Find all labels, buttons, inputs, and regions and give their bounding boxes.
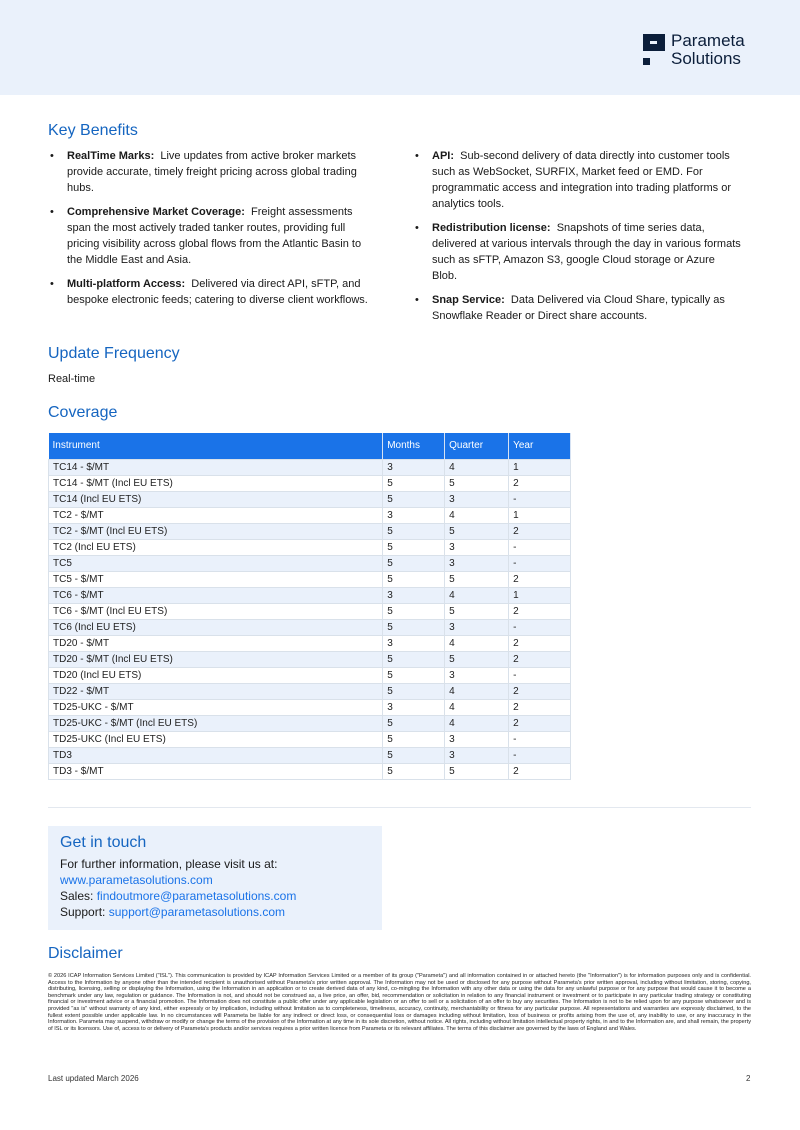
table-row [49, 459, 571, 475]
cell-months: 5 [383, 731, 445, 747]
benefit-label: API: [432, 150, 454, 162]
cell-quarter: 5 [445, 651, 509, 667]
cell-instrument: TC14 - $/MT [49, 459, 383, 475]
cell-months: 5 [383, 571, 445, 587]
benefit-label: Snap Service: [432, 294, 505, 306]
disclaimer-title: Disclaimer [48, 945, 123, 962]
cell-months: 5 [383, 763, 445, 779]
cell-months: 3 [383, 635, 445, 651]
section-divider [48, 807, 751, 808]
benefit-item [413, 292, 743, 324]
table-row [49, 523, 571, 539]
contact-box [48, 826, 382, 930]
cell-instrument: TC14 (Incl EU ETS) [49, 491, 383, 507]
cell-months: 5 [383, 539, 445, 555]
cell-year: - [509, 619, 571, 635]
cell-months: 5 [383, 619, 445, 635]
benefit-text: Data Delivered via Cloud Share, typically as Snowflake Reader or Direct share accounts. [432, 294, 725, 322]
table-row [49, 651, 571, 667]
cell-quarter: 3 [445, 731, 509, 747]
cell-quarter: 3 [445, 491, 509, 507]
key-benefits-right [413, 148, 743, 332]
cell-year: 1 [509, 507, 571, 523]
cell-quarter: 4 [445, 699, 509, 715]
contact-intro: For further information, please visit us at: [60, 857, 278, 871]
benefit-text: Live updates from active broker markets provide accurate, timely freight pricing across global trading hubs. [67, 150, 357, 194]
cell-quarter: 5 [445, 571, 509, 587]
table-row [49, 603, 571, 619]
cell-instrument: TD25-UKC - $/MT [49, 699, 383, 715]
cell-months: 5 [383, 747, 445, 763]
cell-instrument: TC5 - $/MT [49, 571, 383, 587]
cell-quarter: 3 [445, 747, 509, 763]
coverage-title: Coverage [48, 404, 118, 421]
cell-instrument: TD25-UKC (Incl EU ETS) [49, 731, 383, 747]
column-header-year: Year [509, 433, 571, 459]
logo-text-line1: Parameta [671, 31, 745, 50]
table-row [49, 571, 571, 587]
cell-year: 2 [509, 603, 571, 619]
cell-quarter: 5 [445, 475, 509, 491]
table-row [49, 619, 571, 635]
table-row [49, 763, 571, 779]
cell-year: 2 [509, 475, 571, 491]
cell-instrument: TC6 - $/MT (Incl EU ETS) [49, 603, 383, 619]
cell-quarter: 4 [445, 635, 509, 651]
cell-months: 5 [383, 523, 445, 539]
benefit-item [48, 204, 368, 268]
key-benefits-left [48, 148, 368, 316]
cell-months: 3 [383, 587, 445, 603]
table-row [49, 699, 571, 715]
update-frequency-title: Update Frequency [48, 345, 180, 362]
sales-label: Sales: [60, 889, 94, 903]
cell-months: 3 [383, 699, 445, 715]
cell-months: 5 [383, 667, 445, 683]
cell-year: 2 [509, 651, 571, 667]
cell-instrument: TD25-UKC - $/MT (Incl EU ETS) [49, 715, 383, 731]
cell-months: 5 [383, 683, 445, 699]
cell-instrument: TC6 - $/MT [49, 587, 383, 603]
cell-year: - [509, 491, 571, 507]
cell-instrument: TD3 [49, 747, 383, 763]
benefit-text: Delivered via direct API, sFTP, and bespoke electronic feeds; catering to diverse client workflows. [67, 278, 368, 306]
cell-quarter: 3 [445, 555, 509, 571]
benefit-label: Multi-platform Access: [67, 278, 186, 290]
column-header-months: Months [383, 433, 445, 459]
cell-instrument: TC2 - $/MT [49, 507, 383, 523]
cell-months: 5 [383, 651, 445, 667]
benefit-item [413, 148, 743, 212]
cell-instrument: TC2 - $/MT (Incl EU ETS) [49, 523, 383, 539]
coverage-table [48, 433, 571, 780]
cell-quarter: 4 [445, 715, 509, 731]
cell-months: 5 [383, 603, 445, 619]
table-row [49, 539, 571, 555]
cell-year: 2 [509, 571, 571, 587]
parameta-logo-icon [643, 34, 665, 65]
cell-year: - [509, 555, 571, 571]
column-header-instrument: Instrument [49, 433, 383, 459]
cell-year: 2 [509, 699, 571, 715]
table-row [49, 491, 571, 507]
key-benefits-title: Key Benefits [48, 122, 138, 139]
cell-instrument: TD3 - $/MT [49, 763, 383, 779]
cell-year: - [509, 667, 571, 683]
benefit-text: Snapshots of time series data, delivered at various intervals through the day in various formats such as sFTP, Amazon S3, google Cloud storage or Azure Blob. [432, 222, 741, 282]
cell-instrument: TD20 - $/MT [49, 635, 383, 651]
table-row [49, 731, 571, 747]
table-row [49, 683, 571, 699]
table-row [49, 555, 571, 571]
cell-year: - [509, 731, 571, 747]
cell-year: 2 [509, 715, 571, 731]
cell-instrument: TC14 - $/MT (Incl EU ETS) [49, 475, 383, 491]
table-row [49, 715, 571, 731]
benefit-text: Sub-second delivery of data directly into customer tools such as WebSocket, SURFIX, Market feed or EMD. For programmatic access and integration into trading platforms or analytics tools. [432, 150, 731, 210]
column-header-quarter: Quarter [445, 433, 509, 459]
benefit-label: Comprehensive Market Coverage: [67, 206, 245, 218]
cell-instrument: TC6 (Incl EU ETS) [49, 619, 383, 635]
cell-quarter: 4 [445, 683, 509, 699]
cell-quarter: 3 [445, 539, 509, 555]
cell-quarter: 5 [445, 763, 509, 779]
cell-quarter: 4 [445, 507, 509, 523]
support-label: Support: [60, 905, 106, 919]
sales-email-link[interactable]: findoutmore@parametasolutions.com [96, 889, 297, 903]
last-updated: Last updated March 2026 [48, 1074, 139, 1083]
cell-months: 5 [383, 555, 445, 571]
cell-year: 2 [509, 683, 571, 699]
logo-text-line2: Solutions [671, 49, 741, 68]
table-row [49, 507, 571, 523]
disclaimer-text: © 2026 ICAP Information Services Limited ("ISL"). This communication is provided by ICAP Information Services Limited or a member of its group ("Parameta") and all information contained in or attached hereto (the "Information") is for information purposes only and is confidential. Access to the Information by anyone other than the intended recipient is unauthorised without Parameta's prior written approval. The Information may not be used or disclosed for any purpose without Parameta's prior written approval, including without limitation, storing, copying, distributing, licensing, selling or displaying the Information, using the Information in an application or to create derived data of any kind, co-mingling the Information with any other data or using the data for any unlawful purpose or for any purpose that would cause it to become a benchmark under any law, regulation or guidance. The Information is not, and should not be construed as, a live price, an offer, bid, recommendation or solicitation in relation to any financial instrument or investment or to participate in any particular trading strategy or constituting financial or investment advice or a financial promotion. The Information does not constitute a public offer under any applicable legislation or an offer to sell or a solicitation of an offer to buy any securities. The Information is not to be relied upon for any purpose whatsoever and is provided "as is" without warranty of any kind, either expressly or by implication, including without limitation as to completeness, timeliness, accuracy, continuity, merchantability or fitness for any particular purpose. All representations and warranties are expressly disclaimed, to the fullest extent possible under applicable law. In no circumstances will Parameta be liable for any indirect or direct loss, or consequential loss or damages including without limitation, loss of business or profits arising from the use of, any inability to use, or any inaccuracy in the Information. Parameta may suspend, withdraw or modify or change the terms of the provision of the Information at any time in its sole discretion, without notice. All rights, including without limitation intellectual property rights, in and to the Information are, and shall remain, the property of ISL or its licensors. Use of, access to or delivery of Parameta's products and/or services requires a prior written licence from Parameta or its relevant affiliates. The terms of this disclaimer are governed by the laws of England and Wales. [48, 973, 751, 1032]
cell-instrument: TD20 (Incl EU ETS) [49, 667, 383, 683]
cell-year: - [509, 747, 571, 763]
table-row [49, 747, 571, 763]
contact-title: Get in touch [60, 834, 147, 851]
update-frequency-value: Real-time [48, 373, 96, 385]
cell-instrument: TD22 - $/MT [49, 683, 383, 699]
cell-year: 2 [509, 763, 571, 779]
cell-quarter: 3 [445, 619, 509, 635]
cell-months: 5 [383, 475, 445, 491]
benefit-item [48, 148, 368, 196]
cell-months: 5 [383, 491, 445, 507]
cell-year: 2 [509, 523, 571, 539]
benefit-item [48, 276, 368, 308]
page-number: 2 [746, 1074, 751, 1083]
cell-year: - [509, 539, 571, 555]
parameta-logo[interactable] [643, 32, 745, 67]
cell-quarter: 4 [445, 587, 509, 603]
cell-year: 1 [509, 587, 571, 603]
table-row [49, 667, 571, 683]
cell-months: 5 [383, 715, 445, 731]
cell-year: 1 [509, 459, 571, 475]
cell-months: 3 [383, 459, 445, 475]
cell-year: 2 [509, 635, 571, 651]
table-row [49, 475, 571, 491]
cell-months: 3 [383, 507, 445, 523]
table-row [49, 587, 571, 603]
website-link[interactable]: www.parametasolutions.com [60, 873, 213, 887]
table-header-row [49, 433, 571, 459]
cell-quarter: 5 [445, 523, 509, 539]
benefit-item [413, 220, 743, 284]
benefit-label: Redistribution license: [432, 222, 551, 234]
benefit-label: RealTime Marks: [67, 150, 155, 162]
cell-quarter: 3 [445, 667, 509, 683]
cell-quarter: 5 [445, 603, 509, 619]
table-row [49, 635, 571, 651]
cell-instrument: TD20 - $/MT (Incl EU ETS) [49, 651, 383, 667]
benefit-text: Freight assessments span the most actively traded tanker routes, providing full pricing visibility across global flows from the Atlantic Basin to the Middle East and Asia. [67, 206, 362, 266]
support-email-link[interactable]: support@parametasolutions.com [108, 905, 285, 919]
cell-instrument: TC5 [49, 555, 383, 571]
cell-instrument: TC2 (Incl EU ETS) [49, 539, 383, 555]
cell-quarter: 4 [445, 459, 509, 475]
